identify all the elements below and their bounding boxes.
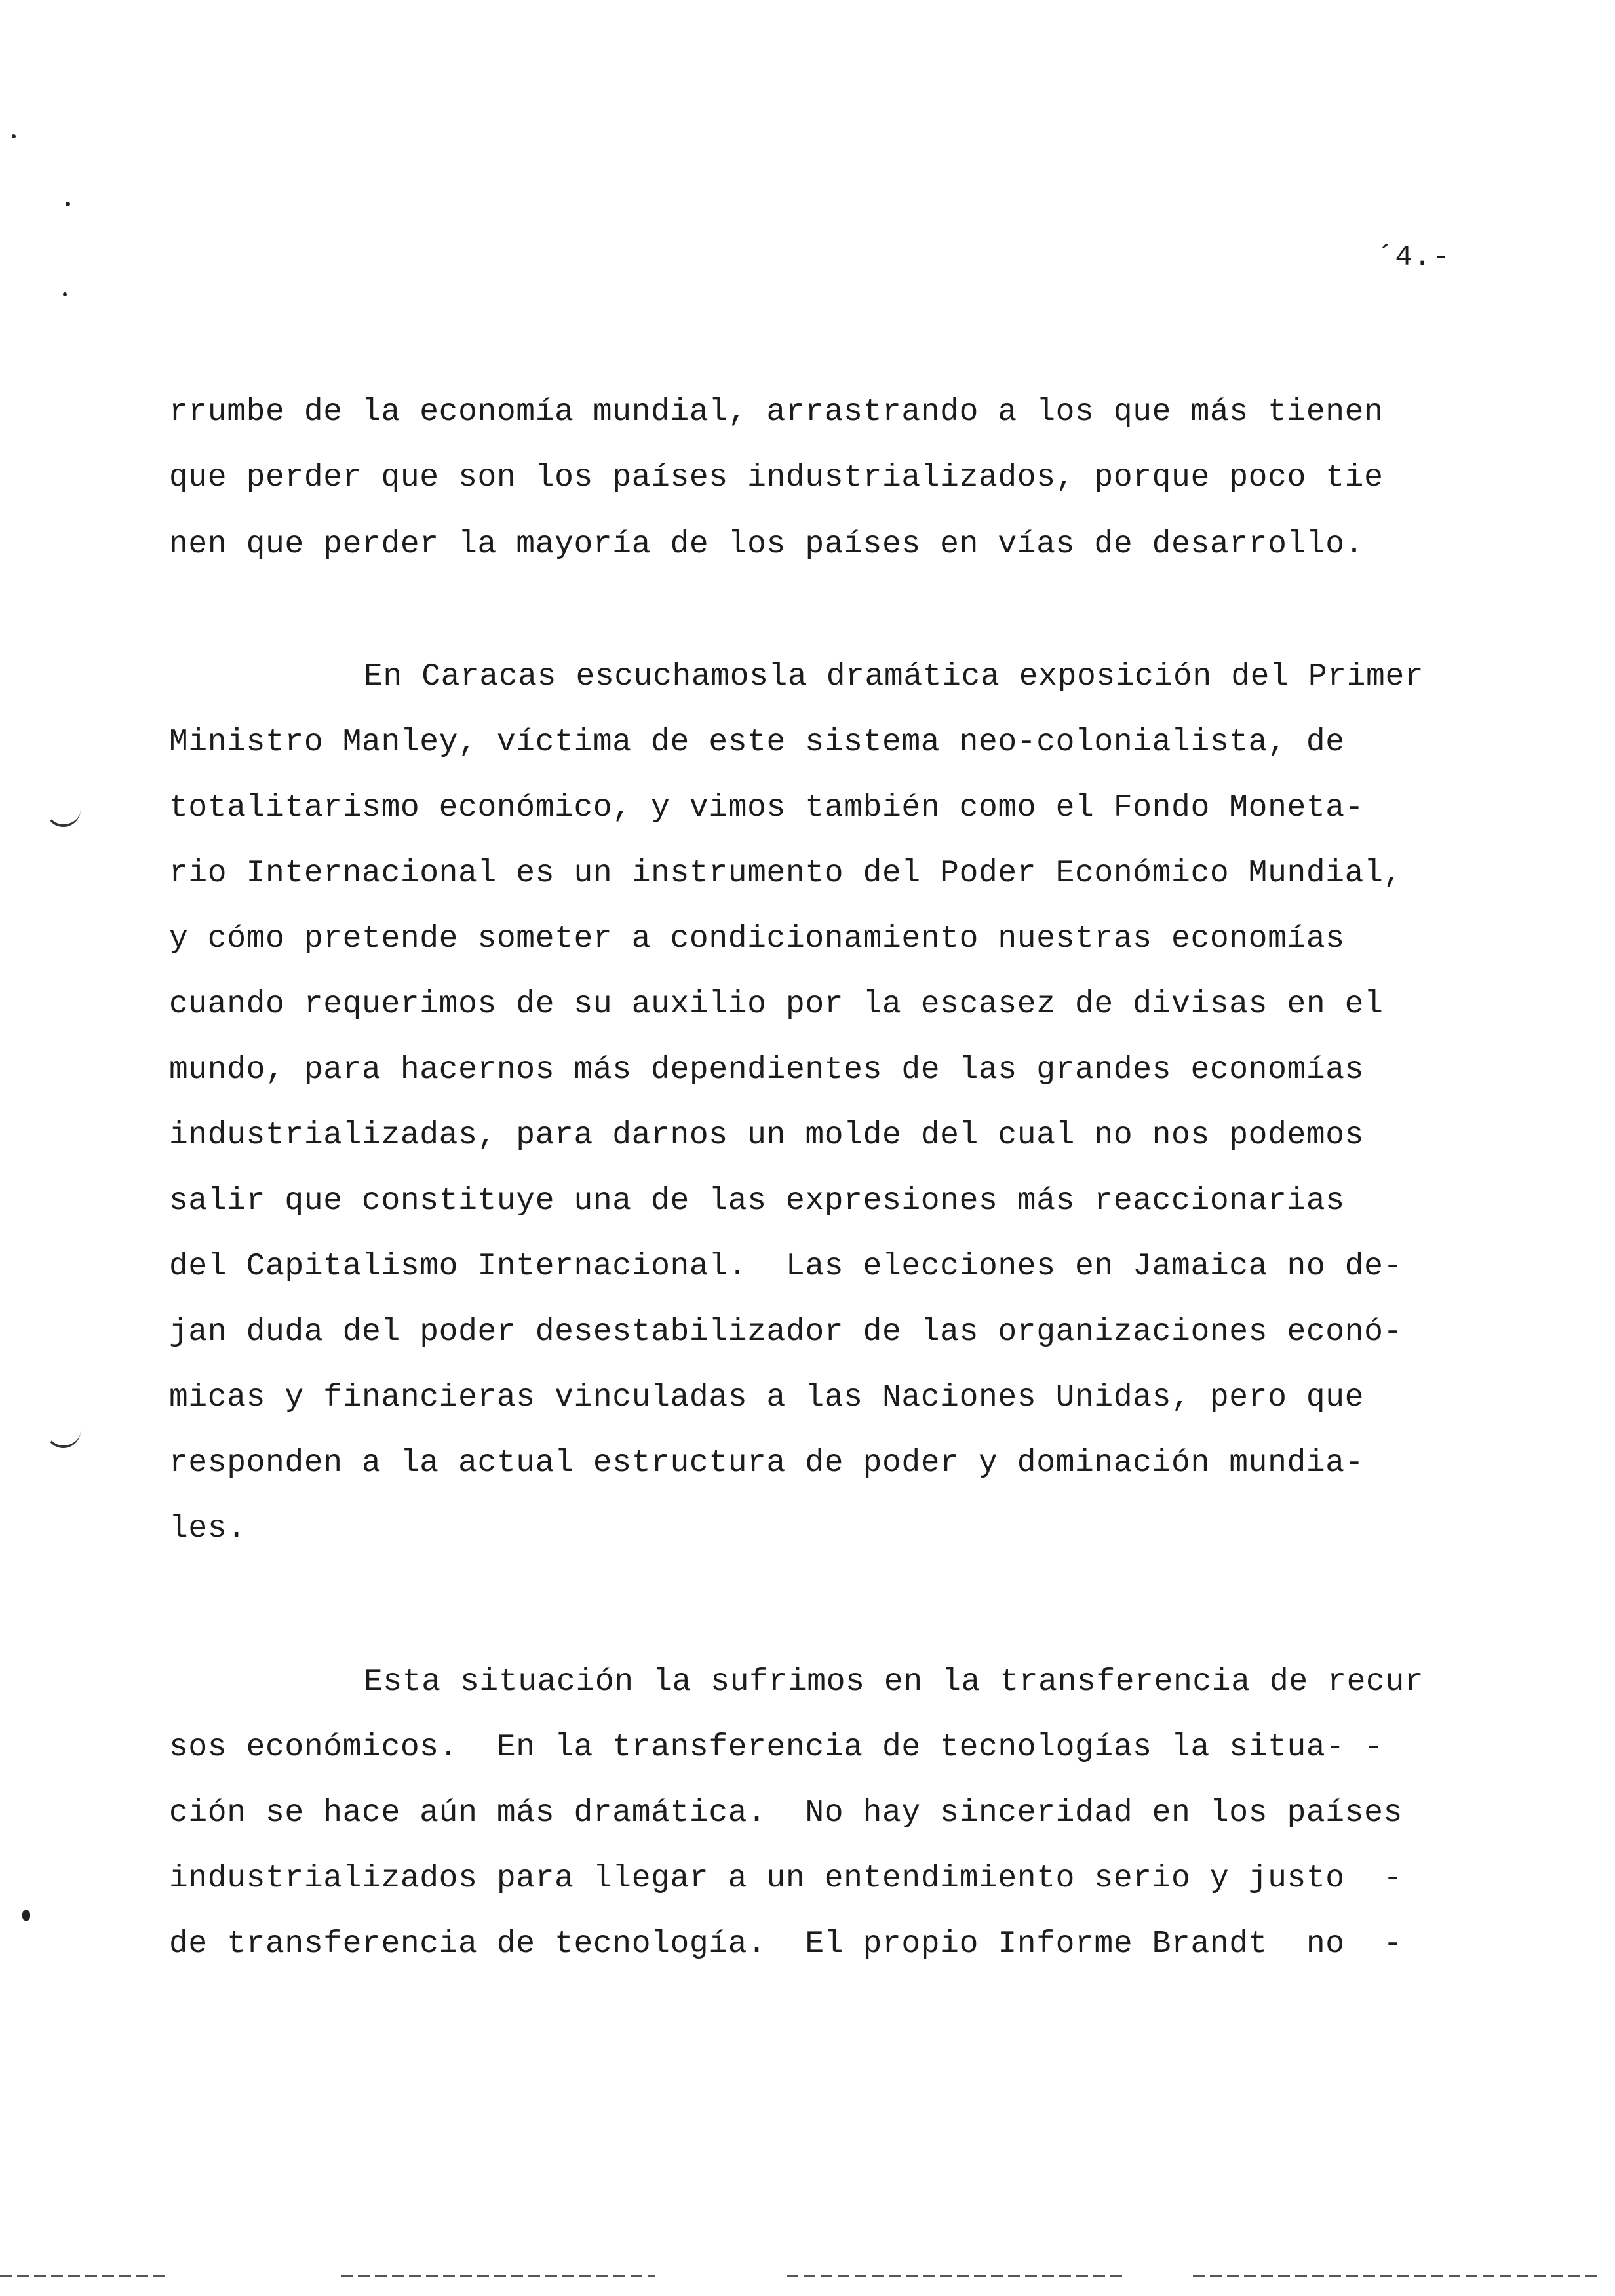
text-line: Ministro Manley, víctima de este sistema neo-colonialista, de — [169, 725, 1345, 760]
binder-hole-mark — [46, 807, 81, 827]
text-line: micas y financieras vinculadas a las Naciones Unidas, pero que — [169, 1380, 1365, 1415]
text-line: de transferencia de tecnología. El propio Informe Brandt no - — [169, 1926, 1403, 1962]
scan-speck — [63, 292, 67, 296]
scan-edge-line — [341, 2275, 655, 2277]
scan-edge-line — [787, 2275, 1127, 2277]
text-line: salir que constituye una de las expresiones más reaccionarias — [169, 1183, 1345, 1219]
scan-speck — [22, 1910, 30, 1921]
text-line: responden a la actual estructura de poder y dominación mundia- — [169, 1445, 1365, 1481]
text-line: rrumbe de la economía mundial, arrastrando a los que más tienen — [169, 394, 1384, 430]
text-line: totalitarismo económico, y vimos también como el Fondo Moneta- — [169, 790, 1365, 826]
text-line: nen que perder la mayoría de los países en vías de desarrollo. — [169, 527, 1365, 562]
text-line: industrializadas, para darnos un molde del cual no nos podemos — [169, 1118, 1365, 1153]
text-line: mundo, para hacernos más dependientes de las grandes economías — [169, 1052, 1365, 1088]
scan-speck — [66, 202, 70, 206]
text-line: cuando requerimos de su auxilio por la escasez de divisas en el — [169, 987, 1384, 1022]
text-line: industrializados para llegar a un entendimiento serio y justo - — [169, 1861, 1403, 1896]
text-line: que perder que son los países industrializados, porque poco tie — [169, 460, 1384, 495]
page-number: ´4.- — [1376, 241, 1451, 274]
text-line: y cómo pretende someter a condicionamiento nuestras economías — [169, 921, 1345, 957]
text-line: rio Internacional es un instrumento del Poder Económico Mundial, — [169, 856, 1403, 891]
text-line: En Caracas escuchamosla dramática exposición del Primer — [364, 659, 1424, 695]
text-line: Esta situación la sufrimos en la transferencia de recur — [364, 1664, 1424, 1700]
scan-speck — [12, 134, 16, 138]
scan-edge-line — [1193, 2275, 1599, 2277]
text-line: les. — [169, 1511, 246, 1546]
text-line: jan duda del poder desestabilizador de las organizaciones econó- — [169, 1314, 1403, 1350]
text-line: del Capitalismo Internacional. Las elecciones en Jamaica no de- — [169, 1249, 1403, 1284]
text-line: sos económicos. En la transferencia de tecnologías la situa- - — [169, 1730, 1384, 1765]
text-line: ción se hace aún más dramática. No hay sinceridad en los países — [169, 1795, 1403, 1831]
scan-edge-line — [0, 2275, 170, 2277]
binder-hole-mark — [46, 1428, 81, 1448]
